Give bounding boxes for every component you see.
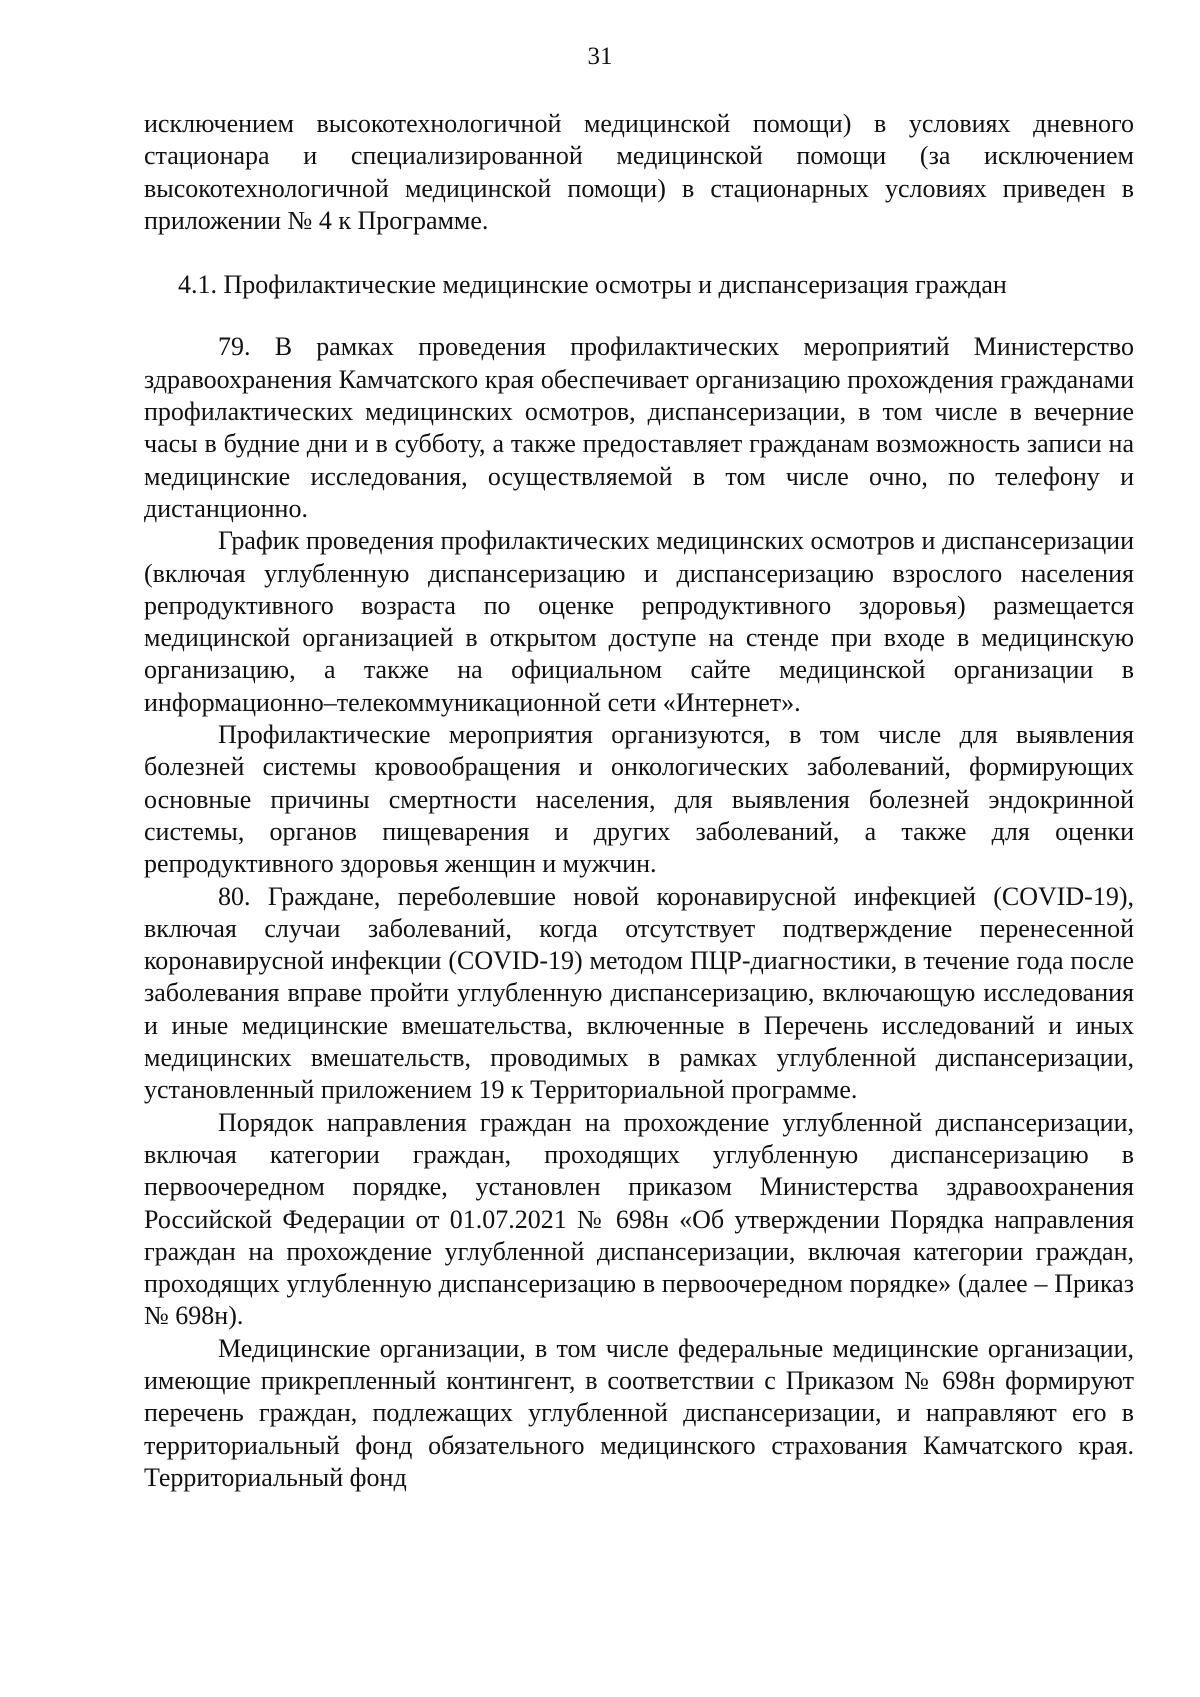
- paragraph-item-80: 80. Граждане, переболевшие новой коронавирусной инфекцией (COVID-19), включая случаи заболеваний, когда отсутствует подтверждение перенесенной коронавирусной инфекции (COVID-19) методом ПЦР-диагностики, в течение года после заболевания вправе пройти углубленную диспансеризацию, включающую исследования и иные медицинские вмешательства, включенные в Перечень исследований и иных медицинских вмешательств, проводимых в рамках углубленной диспансеризации, установленный приложением 19 к Территориальной программе.: [144, 881, 1134, 1105]
- section-heading: 4.1. Профилактические медицинские осмотры и диспансеризация граждан: [178, 270, 1007, 300]
- paragraph-item-79: 79. В рамках проведения профилактических мероприятий Министерство здравоохранения Камчатского края обеспечивает организацию прохождения гражданами профилактических медицинских осмотров, диспансеризации, в том числе в вечерние часы в будние дни и в субботу, а также предоставляет гражданам возможность записи на медицинские исследования, осуществляемой в том числе очно, по телефону и дистанционно.: [144, 332, 1134, 523]
- paragraph-medical-organizations: Медицинские организации, в том числе федеральные медицинские организации, имеющие прикрепленный контингент, в соответствии с Приказом № 698н формируют перечень граждан, подлежащих углубленной диспансеризации, и направляют его в территориальный фонд обязательного медицинского страхования Камчатского края. Территориальный фонд: [144, 1333, 1134, 1492]
- paragraph-schedule: График проведения профилактических медицинских осмотров и диспансеризации (включая углубленную диспансеризацию и диспансеризацию взрослого населения репродуктивного возраста по оценке репродуктивного здоровья) размещается медицинской организацией в открытом доступе на стенде при входе в медицинскую организацию, а также на официальном сайте медицинской организации в информационно–телекоммуникационной сети «Интернет».: [144, 526, 1134, 717]
- document-body: [144, 108, 1134, 1494]
- paragraph-continuation: исключением высокотехнологичной медицинской помощи) в условиях дневного стационара и специализированной медицинской помощи (за исключением высокотехнологичной медицинской помощи) в стационарных условиях приведен в приложении № 4 к Программе.: [144, 109, 1134, 235]
- page-number: 31: [587, 43, 613, 70]
- paragraph-preventive-measures: Профилактические мероприятия организуются, в том числе для выявления болезней системы кровообращения и онкологических заболеваний, формирующих основные причины смертности населения, для выявления болезней эндокринной системы, органов пищеварения и других заболеваний, а также для оценки репродуктивного здоровья женщин и мужчин.: [144, 720, 1134, 879]
- paragraph-referral-procedure: Порядок направления граждан на прохождение углубленной диспансеризации, включая категории граждан, проходящих углубленную диспансеризацию в первоочередном порядке, установлен приказом Министерства здравоохранения Российской Федерации от 01.07.2021 № 698н «Об утверждении Порядка направления граждан на прохождение углубленной диспансеризации, включая категории граждан, проходящих углубленную диспансеризацию в первоочередном порядке» (далее – Приказ № 698н).: [144, 1107, 1134, 1331]
